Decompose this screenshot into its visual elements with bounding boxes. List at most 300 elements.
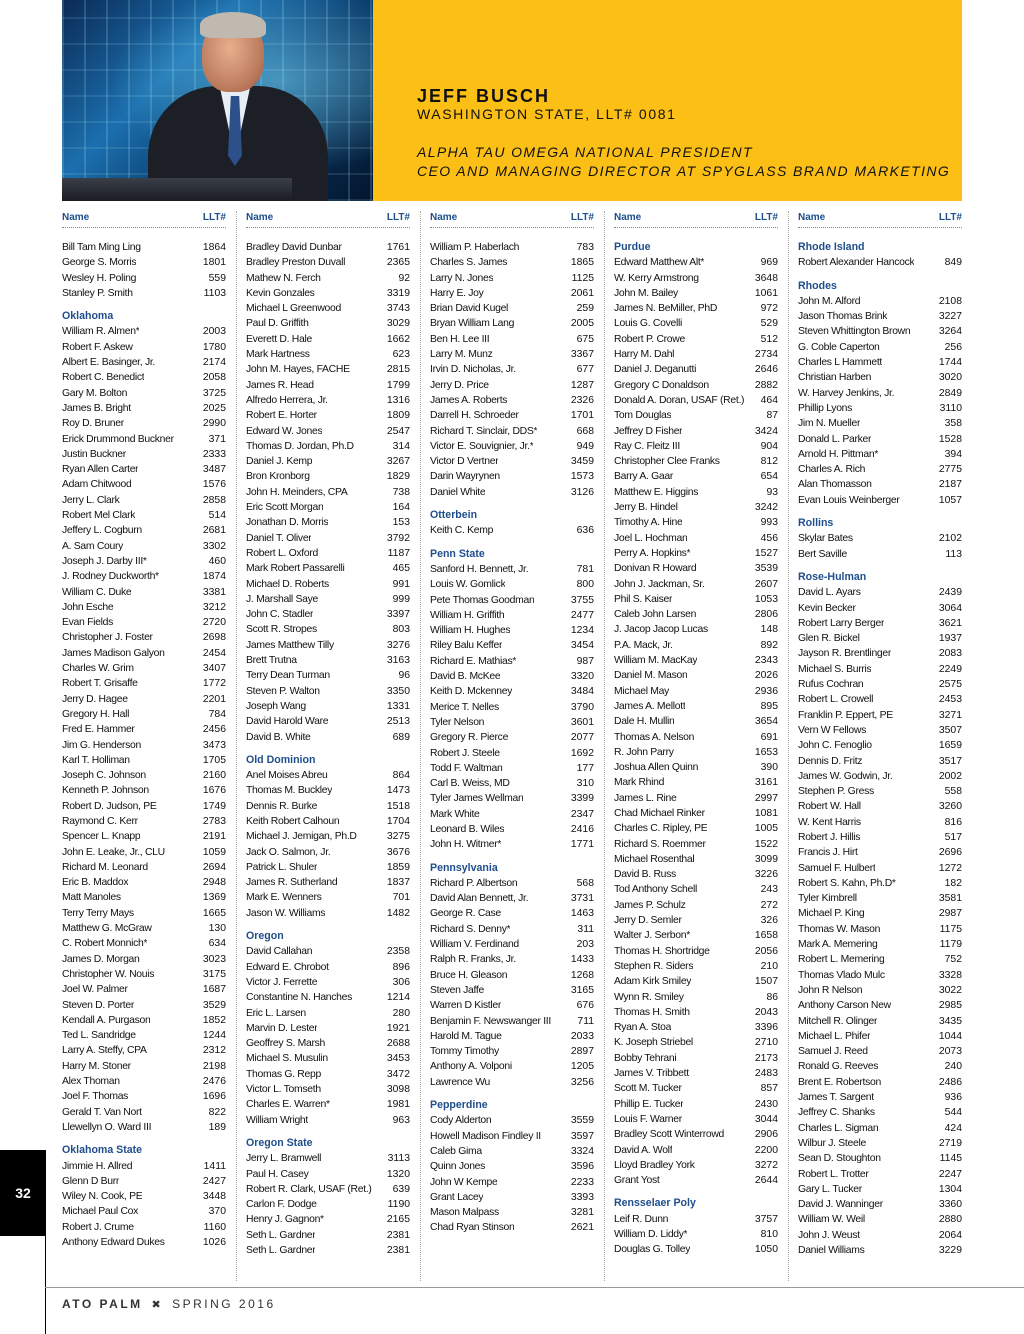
member-llt: 1676 xyxy=(202,785,226,797)
member-row xyxy=(798,662,962,677)
member-llt: 3539 xyxy=(754,563,778,575)
member-row xyxy=(430,316,594,331)
member-row xyxy=(62,982,226,997)
member-name: C. Robert Monnich* xyxy=(62,938,148,950)
member-name: Joshua Allen Quinn xyxy=(614,762,699,774)
member-name: Cody Alderton xyxy=(430,1115,492,1127)
member-name: Gary M. Bolton xyxy=(62,387,128,399)
member-name: Stanley P. Smith xyxy=(62,287,133,299)
member-llt: 3757 xyxy=(754,1213,778,1225)
member-llt: 803 xyxy=(392,624,410,636)
member-name: Steven P. Walton xyxy=(246,685,320,697)
member-row xyxy=(798,876,962,891)
member-name: Joel W. Palmer xyxy=(62,984,128,996)
member-name: Pete Thomas Goodman xyxy=(430,594,535,606)
member-llt: 3731 xyxy=(570,893,594,905)
member-row xyxy=(62,722,226,737)
member-llt: 783 xyxy=(576,242,594,253)
member-llt: 3507 xyxy=(938,724,962,736)
member-row xyxy=(614,775,778,790)
member-row xyxy=(62,1043,226,1058)
member-llt: 3267 xyxy=(386,456,410,468)
member-row xyxy=(430,562,594,577)
member-llt: 3260 xyxy=(938,801,962,813)
member-row xyxy=(614,546,778,561)
member-llt: 636 xyxy=(576,525,594,537)
member-llt: 892 xyxy=(760,639,778,651)
member-row xyxy=(246,1197,410,1212)
member-name: Richard E. Mathias* xyxy=(430,655,517,667)
member-row xyxy=(62,508,226,523)
member-row xyxy=(430,378,594,393)
member-llt: 2681 xyxy=(202,525,226,537)
member-name: Edward E. Chrobot xyxy=(246,961,329,973)
member-name: John H. Witmer* xyxy=(430,839,502,851)
member-llt: 3676 xyxy=(386,846,410,858)
member-name: Daniel J. Kemp xyxy=(246,456,313,468)
member-llt: 3302 xyxy=(202,540,226,552)
member-llt: 1369 xyxy=(202,892,226,904)
member-name: David B. White xyxy=(246,731,311,743)
member-row xyxy=(614,1127,778,1142)
member-name: Robert Mel Clark xyxy=(62,510,136,522)
profile-role-1: ALPHA TAU OMEGA NATIONAL PRESIDENT xyxy=(417,144,753,160)
member-llt: 972 xyxy=(760,303,778,315)
llt-header: LLT# xyxy=(202,212,226,223)
member-llt: 1859 xyxy=(386,861,410,873)
member-row xyxy=(246,890,410,905)
member-llt: 810 xyxy=(760,1229,778,1240)
member-llt: 1160 xyxy=(203,1221,226,1233)
member-name: Tom Douglas xyxy=(614,410,672,422)
member-name: Seth L. Gardner xyxy=(246,1245,316,1256)
page-number: 32 xyxy=(0,1150,46,1236)
member-llt: 3473 xyxy=(202,739,226,751)
member-llt: 2160 xyxy=(202,770,226,782)
member-name: James R. Sutherland xyxy=(246,877,338,889)
member-name: Michael L. Phifer xyxy=(798,1030,871,1042)
member-row xyxy=(62,707,226,722)
member-name: Thomas M. Buckley xyxy=(246,785,333,797)
member-llt: 2486 xyxy=(938,1076,962,1088)
member-row xyxy=(430,1159,594,1174)
member-row xyxy=(62,921,226,936)
member-llt: 1473 xyxy=(386,785,410,797)
member-llt: 2102 xyxy=(938,533,962,545)
member-row xyxy=(614,760,778,775)
member-name: Stephen P. Gress xyxy=(798,786,874,798)
member-row xyxy=(62,1059,226,1074)
member-name: Steven D. Porter xyxy=(62,999,135,1011)
member-name: Terry Terry Mays xyxy=(62,907,134,919)
member-name: Robert L. Trotter xyxy=(798,1168,869,1180)
member-row xyxy=(62,462,226,477)
member-name: Fred E. Hammer xyxy=(62,724,135,736)
member-name: Robert Larry Berger xyxy=(798,617,885,629)
member-name: Brian David Kugel xyxy=(430,303,509,315)
member-row xyxy=(246,622,410,637)
member-llt: 1662 xyxy=(386,333,410,345)
member-llt: 2646 xyxy=(754,364,778,376)
member-llt: 3320 xyxy=(570,671,594,683)
member-row xyxy=(798,1044,962,1059)
member-llt: 857 xyxy=(760,1083,778,1095)
member-llt: 1175 xyxy=(939,923,962,935)
member-name: Jerry L. Clark xyxy=(62,494,120,506)
member-name: Seth L. Gardner xyxy=(246,1229,316,1241)
member-name: George S. Morris xyxy=(62,257,137,269)
member-llt: 1005 xyxy=(754,823,778,835)
member-row xyxy=(614,347,778,362)
member-name: Glenn D Burr xyxy=(62,1175,120,1187)
member-llt: 3110 xyxy=(939,402,962,414)
member-llt: 2333 xyxy=(202,448,226,460)
member-name: Gregory H. Hall xyxy=(62,708,130,720)
member-llt: 358 xyxy=(944,418,962,430)
member-row xyxy=(798,255,962,270)
member-row xyxy=(798,401,962,416)
member-name: Gary L. Tucker xyxy=(798,1183,862,1195)
member-name: Thomas H. Smith xyxy=(614,1006,690,1018)
member-row xyxy=(798,477,962,492)
member-llt: 3435 xyxy=(938,1015,962,1027)
member-row xyxy=(246,960,410,975)
member-llt: 639 xyxy=(392,1183,410,1195)
member-row xyxy=(430,715,594,730)
member-row xyxy=(430,301,594,316)
member-row xyxy=(246,1036,410,1051)
member-row xyxy=(798,547,962,562)
member-row xyxy=(798,447,962,462)
member-llt: 3459 xyxy=(570,456,594,468)
member-name: Jimmie H. Allred xyxy=(62,1160,133,1172)
member-llt: 3529 xyxy=(202,999,226,1011)
member-llt: 3256 xyxy=(570,1076,594,1088)
member-row xyxy=(246,500,410,515)
member-llt: 3597 xyxy=(570,1130,594,1142)
member-row xyxy=(614,745,778,760)
member-llt: 3453 xyxy=(386,1053,410,1065)
member-llt: 314 xyxy=(392,440,410,452)
member-name: Rufus Cochran xyxy=(798,679,864,691)
member-llt: 2427 xyxy=(202,1175,226,1187)
member-name: Mark Hartness xyxy=(246,349,310,361)
member-name: Christopher Clee Franks xyxy=(614,456,720,468)
member-row xyxy=(62,1013,226,1028)
member-row xyxy=(614,424,778,439)
member-llt: 701 xyxy=(392,892,410,904)
member-llt: 2173 xyxy=(754,1052,778,1064)
name-header: Name xyxy=(62,212,90,223)
member-row xyxy=(614,255,778,270)
member-name: Alex Thoman xyxy=(62,1076,120,1088)
member-llt: 310 xyxy=(576,778,594,790)
member-row xyxy=(614,1035,778,1050)
member-name: Walter J. Serbon* xyxy=(614,930,690,942)
member-name: Brent E. Robertson xyxy=(798,1076,881,1088)
member-row xyxy=(798,1014,962,1029)
member-llt: 2430 xyxy=(754,1098,778,1110)
member-column-4 xyxy=(614,211,778,1258)
member-name: Ryan A. Stoa xyxy=(614,1022,672,1034)
member-row xyxy=(614,898,778,913)
member-name: Lawrence Wu xyxy=(430,1076,491,1088)
member-llt: 816 xyxy=(944,816,962,828)
member-row xyxy=(798,646,962,661)
member-llt: 259 xyxy=(576,303,594,315)
member-column-1 xyxy=(62,211,226,1250)
member-llt: 306 xyxy=(392,976,410,988)
member-row xyxy=(62,630,226,645)
member-row xyxy=(62,286,226,301)
llt-header: LLT# xyxy=(938,212,962,223)
member-row xyxy=(62,952,226,967)
member-name: W. Kerry Armstrong xyxy=(614,272,699,284)
member-name: Gregory C Donaldson xyxy=(614,379,709,391)
profile-name: JEFF BUSCH xyxy=(417,86,551,106)
member-llt: 559 xyxy=(208,272,226,284)
llt-header: LLT# xyxy=(386,212,410,223)
member-llt: 1026 xyxy=(202,1237,226,1248)
member-llt: 2043 xyxy=(754,1006,778,1018)
member-name: William H. Griffith xyxy=(430,609,505,621)
llt-header: LLT# xyxy=(754,212,778,223)
member-name: Charles S. James xyxy=(430,257,508,269)
member-llt: 1921 xyxy=(386,1022,410,1034)
member-name: W. Harvey Jenkins, Jr. xyxy=(798,387,895,399)
member-llt: 1125 xyxy=(571,272,594,284)
member-llt: 2688 xyxy=(386,1038,410,1050)
cross-icon: ✖ xyxy=(151,1299,164,1311)
member-name: Michael L Greenwood xyxy=(246,303,341,315)
member-llt: 1234 xyxy=(570,625,594,637)
member-row xyxy=(246,1228,410,1243)
member-row xyxy=(62,646,226,661)
member-name: Louis F. Warner xyxy=(614,1113,682,1125)
member-row xyxy=(798,937,962,952)
member-name: Victor J. Ferrette xyxy=(246,976,318,988)
member-name: Louis W. Gomlick xyxy=(430,579,506,591)
member-llt: 2033 xyxy=(570,1030,594,1042)
member-row xyxy=(614,469,778,484)
member-row xyxy=(430,577,594,592)
member-row xyxy=(430,240,594,255)
member-name: Anthony Carson New xyxy=(798,1000,891,1012)
member-llt: 1829 xyxy=(386,471,410,483)
member-llt: 3229 xyxy=(938,1245,962,1256)
member-name: Brett Trutna xyxy=(246,655,297,667)
member-row xyxy=(614,1227,778,1242)
member-name: Larry M. Munz xyxy=(430,349,493,361)
member-name: William C. Duke xyxy=(62,586,132,598)
member-row xyxy=(614,913,778,928)
member-llt: 1852 xyxy=(202,1014,226,1026)
member-name: Lloyd Bradley York xyxy=(614,1159,695,1171)
member-name: P.A. Mack, Jr. xyxy=(614,639,673,651)
name-header: Name xyxy=(798,212,826,223)
member-llt: 1864 xyxy=(202,242,226,253)
member-name: Matthew E. Higgins xyxy=(614,486,699,498)
member-llt: 3393 xyxy=(570,1191,594,1203)
member-llt: 1837 xyxy=(386,877,410,889)
member-llt: 2381 xyxy=(386,1245,410,1256)
member-name: Robert J. Hillis xyxy=(798,831,861,843)
member-llt: 1179 xyxy=(939,939,962,951)
name-header: Name xyxy=(614,212,642,223)
member-llt: 3163 xyxy=(386,655,410,667)
member-name: Henry J. Gagnon* xyxy=(246,1214,324,1226)
member-row xyxy=(614,515,778,530)
member-row xyxy=(798,815,962,830)
member-row xyxy=(614,622,778,637)
member-name: Anthony Edward Dukes xyxy=(62,1237,165,1248)
member-row xyxy=(62,890,226,905)
member-row xyxy=(798,631,962,646)
member-name: Jim G. Henderson xyxy=(62,739,141,751)
member-name: Steven Jaffe xyxy=(430,984,484,996)
member-row xyxy=(62,370,226,385)
member-row xyxy=(614,821,778,836)
member-llt: 514 xyxy=(208,510,226,522)
member-row xyxy=(798,355,962,370)
member-name: Benjamin F. Newswanger III xyxy=(430,1015,551,1027)
member-row xyxy=(62,493,226,508)
member-name: John R Nelson xyxy=(798,984,863,996)
member-name: Donald L. Parker xyxy=(798,433,872,445)
member-llt: 256 xyxy=(944,341,962,353)
member-name: Sanford H. Bennett, Jr. xyxy=(430,563,529,575)
member-name: Robert S. Kahn, Ph.D* xyxy=(798,877,896,889)
member-name: Harry M. Stoner xyxy=(62,1060,131,1072)
member-name: John Esche xyxy=(62,601,114,613)
chapter-heading: Pennsylvania xyxy=(430,861,498,874)
member-row xyxy=(430,485,594,500)
member-name: Keith C. Kemp xyxy=(430,525,494,537)
member-llt: 2347 xyxy=(570,808,594,820)
member-llt: 2174 xyxy=(202,357,226,369)
member-name: Riley Balu Keffer xyxy=(430,640,503,652)
member-row xyxy=(430,1059,594,1074)
member-row xyxy=(798,370,962,385)
member-llt: 203 xyxy=(576,939,594,951)
member-row xyxy=(798,998,962,1013)
member-name: Geoffrey S. Marsh xyxy=(246,1038,326,1050)
member-name: John H. Meinders, CPA xyxy=(246,486,348,498)
member-name: Harold M. Tague xyxy=(430,1030,502,1042)
member-llt: 280 xyxy=(392,1007,410,1019)
member-row xyxy=(62,768,226,783)
member-llt: 2696 xyxy=(938,847,962,859)
member-name: Michael May xyxy=(614,685,670,697)
member-name: Glen R. Bickel xyxy=(798,633,860,645)
member-name: David Callahan xyxy=(246,946,313,958)
member-row xyxy=(798,922,962,937)
member-row xyxy=(798,432,962,447)
member-row xyxy=(798,1151,962,1166)
member-name: Eric L. Larsen xyxy=(246,1007,306,1019)
member-row xyxy=(798,1121,962,1136)
member-llt: 2849 xyxy=(938,387,962,399)
member-row xyxy=(430,424,594,439)
member-name: G. Coble Caperton xyxy=(798,341,880,353)
member-row xyxy=(798,952,962,967)
member-name: Bradley Scott Winterrowd xyxy=(614,1129,725,1141)
member-llt: 3654 xyxy=(754,716,778,728)
member-llt: 2719 xyxy=(938,1137,962,1149)
member-llt: 2575 xyxy=(938,679,962,691)
member-row xyxy=(62,799,226,814)
member-name: Eric Scott Morgan xyxy=(246,502,324,514)
member-name: Scott M. Tucker xyxy=(614,1083,682,1095)
member-llt: 371 xyxy=(208,433,226,445)
member-llt: 3559 xyxy=(570,1115,594,1127)
member-row xyxy=(798,845,962,860)
member-name: Matthew G. McGraw xyxy=(62,923,152,935)
member-row xyxy=(614,1143,778,1158)
member-name: Michael S. Musulin xyxy=(246,1053,328,1065)
member-name: Kendall A. Purgason xyxy=(62,1014,151,1026)
member-name: Howell Madison Findley II xyxy=(430,1130,541,1142)
member-llt: 2073 xyxy=(938,1046,962,1058)
member-row xyxy=(430,1029,594,1044)
member-row xyxy=(246,546,410,561)
member-llt: 87 xyxy=(766,410,778,422)
member-llt: 2815 xyxy=(386,364,410,376)
member-name: Patrick L. Shuler xyxy=(246,861,318,873)
member-llt: 2233 xyxy=(570,1176,594,1188)
member-name: Wiley N. Cook, PE xyxy=(62,1191,143,1203)
member-llt: 2201 xyxy=(202,693,226,705)
member-llt: 3397 xyxy=(386,609,410,621)
member-name: William Wright xyxy=(246,1114,308,1126)
member-column-3 xyxy=(430,211,594,1236)
member-llt: 370 xyxy=(208,1206,226,1218)
member-name: David L. Ayars xyxy=(798,587,861,599)
member-name: Todd F. Waltman xyxy=(430,762,503,774)
member-row xyxy=(62,340,226,355)
member-llt: 675 xyxy=(576,333,594,345)
member-row xyxy=(246,439,410,454)
member-row xyxy=(614,852,778,867)
member-name: Thomas A. Nelson xyxy=(614,731,695,743)
member-row xyxy=(430,1129,594,1144)
member-name: Bryan William Lang xyxy=(430,318,515,330)
member-row xyxy=(246,485,410,500)
member-row xyxy=(798,1059,962,1074)
member-row xyxy=(614,684,778,699)
member-row xyxy=(62,692,226,707)
member-name: Joel F. Thomas xyxy=(62,1091,129,1103)
member-llt: 1507 xyxy=(754,976,778,988)
member-llt: 784 xyxy=(208,708,226,720)
member-name: Victor D Vertner xyxy=(430,456,499,468)
member-name: Justin Buckner xyxy=(62,448,126,460)
member-llt: 1704 xyxy=(386,815,410,827)
member-name: Joel L. Hochman xyxy=(614,532,688,544)
member-llt: 895 xyxy=(760,700,778,712)
member-llt: 1044 xyxy=(938,1030,962,1042)
member-row xyxy=(62,661,226,676)
member-llt: 2343 xyxy=(754,655,778,667)
member-name: Edward Matthew Alt* xyxy=(614,257,705,269)
member-row xyxy=(62,676,226,691)
member-name: Terry Dean Turman xyxy=(246,670,330,682)
member-llt: 3098 xyxy=(386,1084,410,1096)
chapter-heading: Purdue xyxy=(614,241,651,253)
member-row xyxy=(246,799,410,814)
member-row xyxy=(614,301,778,316)
member-row xyxy=(430,1144,594,1159)
